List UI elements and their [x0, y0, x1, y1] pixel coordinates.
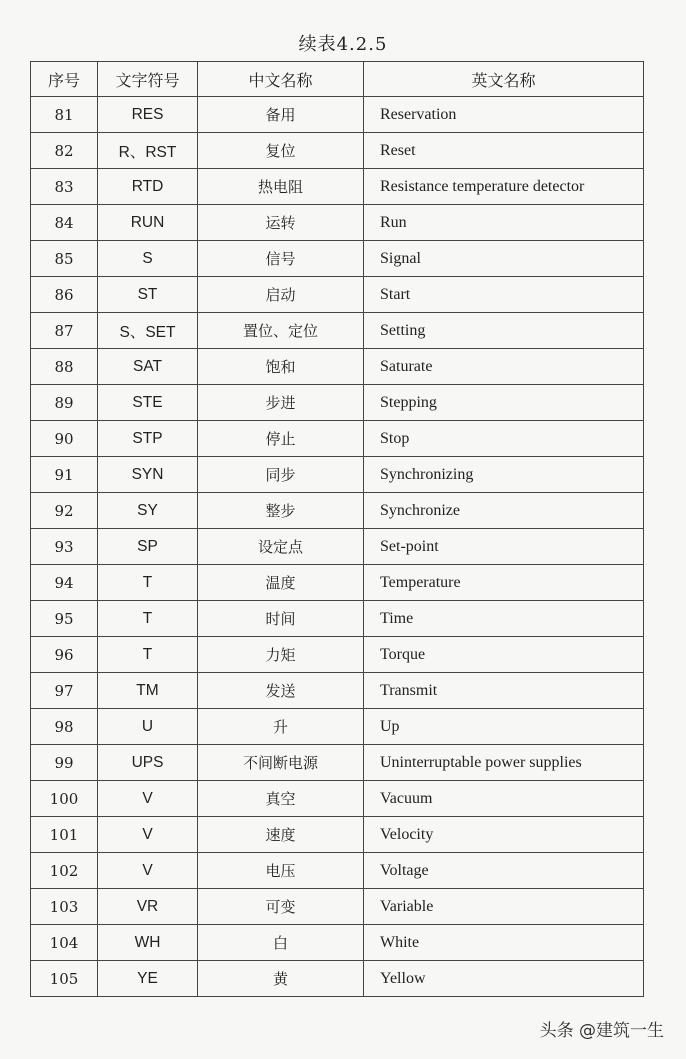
cell-index: 101	[31, 817, 98, 853]
cell-english-name: Reset	[364, 133, 644, 169]
cell-symbol: ST	[98, 277, 198, 313]
table-row	[31, 781, 644, 817]
cell-symbol: V	[98, 781, 198, 817]
cell-chinese-name: 升	[198, 709, 364, 745]
cell-chinese-name: 发送	[198, 673, 364, 709]
cell-index: 86	[31, 277, 98, 313]
cell-symbol: TM	[98, 673, 198, 709]
cell-english-name: White	[364, 925, 644, 961]
cell-chinese-name: 备用	[198, 97, 364, 133]
cell-index: 87	[31, 313, 98, 349]
cell-chinese-name: 停止	[198, 421, 364, 457]
cell-index: 88	[31, 349, 98, 385]
cell-index: 85	[31, 241, 98, 277]
table-row	[31, 493, 644, 529]
cell-english-name: Uninterruptable power supplies	[364, 745, 644, 781]
cell-chinese-name: 温度	[198, 565, 364, 601]
cell-english-name: Velocity	[364, 817, 644, 853]
cell-symbol: SP	[98, 529, 198, 565]
cell-symbol: UPS	[98, 745, 198, 781]
cell-symbol: RTD	[98, 169, 198, 205]
table-row	[31, 385, 644, 421]
cell-english-name: Resistance temperature detector	[364, 169, 644, 205]
table-row	[31, 421, 644, 457]
cell-index: 81	[31, 97, 98, 133]
cell-index: 100	[31, 781, 98, 817]
cell-index: 105	[31, 961, 98, 997]
cell-chinese-name: 黄	[198, 961, 364, 997]
cell-index: 94	[31, 565, 98, 601]
cell-chinese-name: 启动	[198, 277, 364, 313]
cell-symbol: S	[98, 241, 198, 277]
table-row	[31, 205, 644, 241]
table-row	[31, 601, 644, 637]
header-english-name: 英文名称	[364, 62, 644, 97]
cell-symbol: SY	[98, 493, 198, 529]
cell-symbol: STE	[98, 385, 198, 421]
cell-index: 90	[31, 421, 98, 457]
cell-english-name: Yellow	[364, 961, 644, 997]
table-row	[31, 277, 644, 313]
header-symbol: 文字符号	[98, 62, 198, 97]
cell-index: 99	[31, 745, 98, 781]
cell-english-name: Synchronize	[364, 493, 644, 529]
table-row	[31, 889, 644, 925]
cell-english-name: Setting	[364, 313, 644, 349]
table-row	[31, 925, 644, 961]
cell-english-name: Transmit	[364, 673, 644, 709]
table-body	[31, 97, 644, 997]
cell-chinese-name: 同步	[198, 457, 364, 493]
cell-index: 96	[31, 637, 98, 673]
cell-symbol: V	[98, 853, 198, 889]
table-row	[31, 349, 644, 385]
cell-index: 83	[31, 169, 98, 205]
cell-chinese-name: 设定点	[198, 529, 364, 565]
cell-index: 93	[31, 529, 98, 565]
table-header-row	[31, 62, 644, 97]
table-row	[31, 313, 644, 349]
cell-index: 104	[31, 925, 98, 961]
table-row	[31, 817, 644, 853]
cell-english-name: Vacuum	[364, 781, 644, 817]
cell-symbol: SYN	[98, 457, 198, 493]
cell-chinese-name: 复位	[198, 133, 364, 169]
cell-chinese-name: 信号	[198, 241, 364, 277]
cell-english-name: Voltage	[364, 853, 644, 889]
cell-symbol: S、SET	[98, 313, 198, 349]
cell-symbol: STP	[98, 421, 198, 457]
cell-symbol: RES	[98, 97, 198, 133]
cell-symbol: T	[98, 601, 198, 637]
cell-symbol: U	[98, 709, 198, 745]
cell-index: 82	[31, 133, 98, 169]
table-caption: 续表4.2.5	[298, 34, 388, 55]
cell-english-name: Run	[364, 205, 644, 241]
table-row	[31, 241, 644, 277]
cell-symbol: RUN	[98, 205, 198, 241]
cell-chinese-name: 热电阻	[198, 169, 364, 205]
cell-chinese-name: 电压	[198, 853, 364, 889]
cell-english-name: Start	[364, 277, 644, 313]
cell-chinese-name: 运转	[198, 205, 364, 241]
cell-chinese-name: 置位、定位	[198, 313, 364, 349]
cell-symbol: WH	[98, 925, 198, 961]
table-row	[31, 97, 644, 133]
cell-index: 95	[31, 601, 98, 637]
cell-index: 84	[31, 205, 98, 241]
cell-english-name: Variable	[364, 889, 644, 925]
cell-english-name: Synchronizing	[364, 457, 644, 493]
cell-symbol: VR	[98, 889, 198, 925]
table-row	[31, 709, 644, 745]
cell-chinese-name: 力矩	[198, 637, 364, 673]
table-row	[31, 745, 644, 781]
cell-english-name: Temperature	[364, 565, 644, 601]
cell-symbol: V	[98, 817, 198, 853]
cell-english-name: Stop	[364, 421, 644, 457]
cell-english-name: Time	[364, 601, 644, 637]
table-row	[31, 637, 644, 673]
cell-index: 97	[31, 673, 98, 709]
table-row	[31, 565, 644, 601]
table-row	[31, 133, 644, 169]
table-row	[31, 853, 644, 889]
cell-symbol: SAT	[98, 349, 198, 385]
header-chinese-name: 中文名称	[198, 62, 364, 97]
table-row	[31, 961, 644, 997]
cell-index: 98	[31, 709, 98, 745]
cell-chinese-name: 时间	[198, 601, 364, 637]
symbol-table	[30, 61, 644, 997]
cell-chinese-name: 可变	[198, 889, 364, 925]
cell-english-name: Signal	[364, 241, 644, 277]
cell-symbol: T	[98, 637, 198, 673]
cell-english-name: Torque	[364, 637, 644, 673]
cell-english-name: Up	[364, 709, 644, 745]
cell-symbol: YE	[98, 961, 198, 997]
cell-index: 91	[31, 457, 98, 493]
cell-index: 89	[31, 385, 98, 421]
cell-english-name: Reservation	[364, 97, 644, 133]
cell-symbol: T	[98, 565, 198, 601]
cell-chinese-name: 白	[198, 925, 364, 961]
cell-symbol: R、RST	[98, 133, 198, 169]
cell-chinese-name: 饱和	[198, 349, 364, 385]
cell-index: 92	[31, 493, 98, 529]
cell-english-name: Set-point	[364, 529, 644, 565]
cell-chinese-name: 步进	[198, 385, 364, 421]
table-row	[31, 457, 644, 493]
cell-chinese-name: 真空	[198, 781, 364, 817]
cell-index: 103	[31, 889, 98, 925]
table-row	[31, 673, 644, 709]
cell-chinese-name: 整步	[198, 493, 364, 529]
watermark: 头条 @建筑一生	[539, 1021, 664, 1041]
table-row	[31, 169, 644, 205]
header-index: 序号	[31, 62, 98, 97]
cell-english-name: Stepping	[364, 385, 644, 421]
cell-english-name: Saturate	[364, 349, 644, 385]
cell-chinese-name: 不间断电源	[198, 745, 364, 781]
cell-index: 102	[31, 853, 98, 889]
table-row	[31, 529, 644, 565]
cell-chinese-name: 速度	[198, 817, 364, 853]
